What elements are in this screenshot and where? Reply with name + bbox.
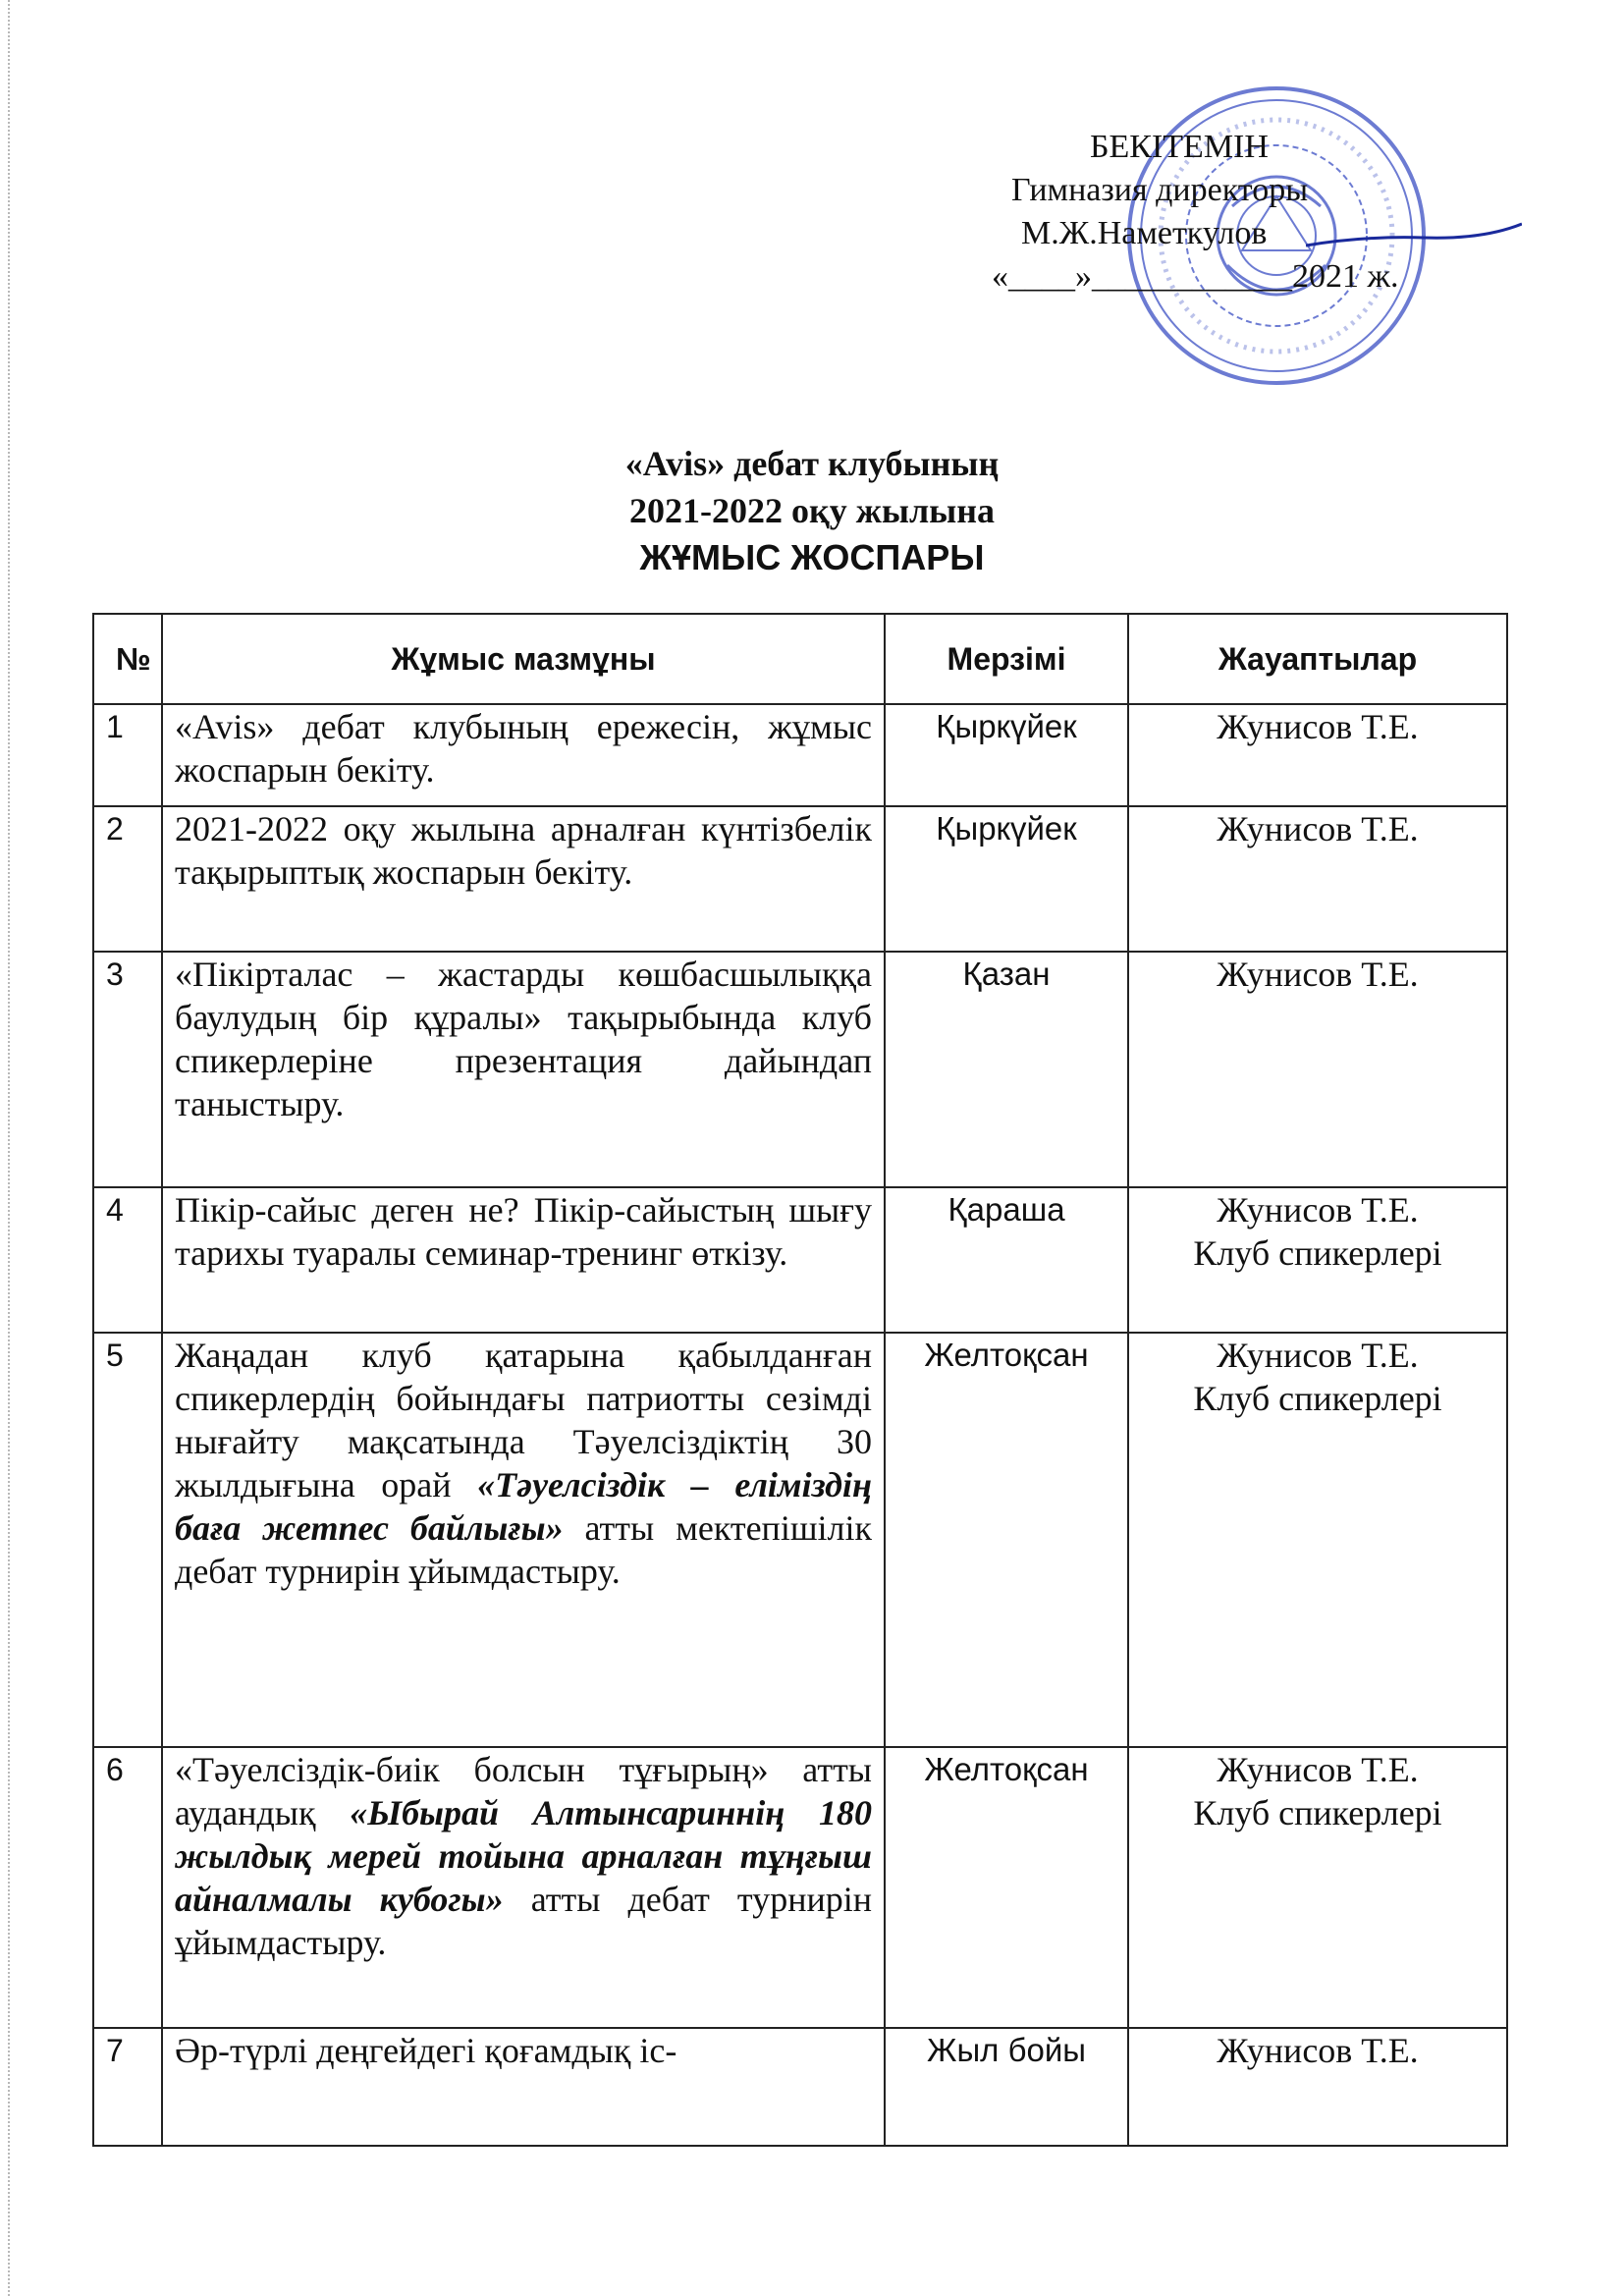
responsible-group: Клуб спикерлері [1193,1379,1442,1418]
table-row [93,806,1507,952]
content-text: «Тәуелсіздік-биік болсын тұғырың» атты аудандық [175,1750,872,1832]
event-title: «Тәуелсіздік – еліміздің баға жетпес байлығы» [175,1465,872,1548]
approval-title: БЕКІТЕМІН [1090,129,1269,165]
row-content: 2021-2022 оқу жылына арналған күнтізбелік тақырыптық жоспарын бекіту. [162,806,885,952]
row-responsible [1128,1187,1507,1333]
event-title: «Ыбырай Алтынсариннің 180 жылдық мерей тойына арналған тұңғыш айналмалы кубогы» [175,1793,873,1919]
content-text: Жаңадан клуб қатарына қабылданған спикерлердің бойындағы патриотты сезімді нығайту мақсатында Тәуелсіздіктің 30 жылдығына орай [175,1336,872,1504]
row-term: Қыркүйек [885,704,1128,806]
table-header-row [93,614,1507,704]
responsible-name: Жунисов Т.Е. [1217,707,1419,746]
row-num: 4 [93,1187,162,1333]
heading-line-3: ЖҰМЫС ЖОСПАРЫ [639,537,985,577]
row-num: 2 [93,806,162,952]
row-term: Қыркүйек [885,806,1128,952]
row-responsible [1128,1747,1507,2028]
responsible-name: Жунисов Т.Е. [1217,1750,1419,1789]
responsible-name: Жунисов Т.Е. [1217,1336,1419,1375]
row-responsible [1128,2028,1507,2146]
row-num: 5 [93,1333,162,1747]
row-responsible [1128,1333,1507,1747]
row-content: Пікір-сайыс деген не? Пікір-сайыстың шығу тарихы туаралы семинар-тренинг өткізу. [162,1187,885,1333]
responsible-group: Клуб спикерлері [1193,1793,1442,1832]
responsible-group: Клуб спикерлері [1193,1233,1442,1273]
responsible-name: Жунисов Т.Е. [1217,809,1419,848]
heading-line-2: 2021-2022 оқу жылына [629,491,995,530]
row-content [162,1333,885,1747]
row-num: 7 [93,2028,162,2146]
row-responsible [1128,806,1507,952]
responsible-name: Жунисов Т.Е. [1217,955,1419,994]
header-num: № [93,614,162,704]
row-num: 3 [93,952,162,1187]
table-row [93,1333,1507,1747]
row-responsible [1128,704,1507,806]
header-content: Жұмыс мазмұны [162,614,885,704]
row-term: Қазан [885,952,1128,1187]
table-row [93,1747,1507,2028]
row-num: 6 [93,1747,162,2028]
row-content: Әр-түрлі деңгейдегі қоғамдық іс- [162,2028,885,2146]
approval-block [982,126,1532,299]
approval-position: Гимназия директоры [1011,172,1309,208]
header-responsible: Жауаптылар [1128,614,1507,704]
approval-date: «____»____________2021 ж. [992,258,1399,295]
row-content [162,1747,885,2028]
table-row [93,704,1507,806]
heading-line-1: «Avis» дебат клубының [624,444,1000,483]
table-row [93,952,1507,1187]
row-num: 1 [93,704,162,806]
row-term: Жыл бойы [885,2028,1128,2146]
row-content: «Avis» дебат клубының ережесін, жұмыс жоспарын бекіту. [162,704,885,806]
content-text: атты дебат турнирін ұйымдастыру. [175,1880,872,1962]
work-plan-table [92,613,1508,2147]
row-content: «Пікірталас – жастарды көшбасшылыққа баулудың бір құралы» тақырыбында клуб спикерлеріне презентация дайындап таныстыру. [162,952,885,1187]
document-heading [0,440,1624,581]
row-responsible [1128,952,1507,1187]
responsible-name: Жунисов Т.Е. [1217,1190,1419,1230]
table-row [93,2028,1507,2146]
table-row [93,1187,1507,1333]
row-term: Желтоқсан [885,1747,1128,2028]
scan-edge [8,0,14,2296]
responsible-name: Жунисов Т.Е. [1217,2031,1419,2070]
content-text: атты мектепішілік дебат турнирін ұйымдастыру. [175,1508,872,1591]
row-term: Желтоқсан [885,1333,1128,1747]
approval-name: М.Ж.Наметкулов [1021,215,1268,251]
row-term: Қараша [885,1187,1128,1333]
header-term: Мерзімі [885,614,1128,704]
